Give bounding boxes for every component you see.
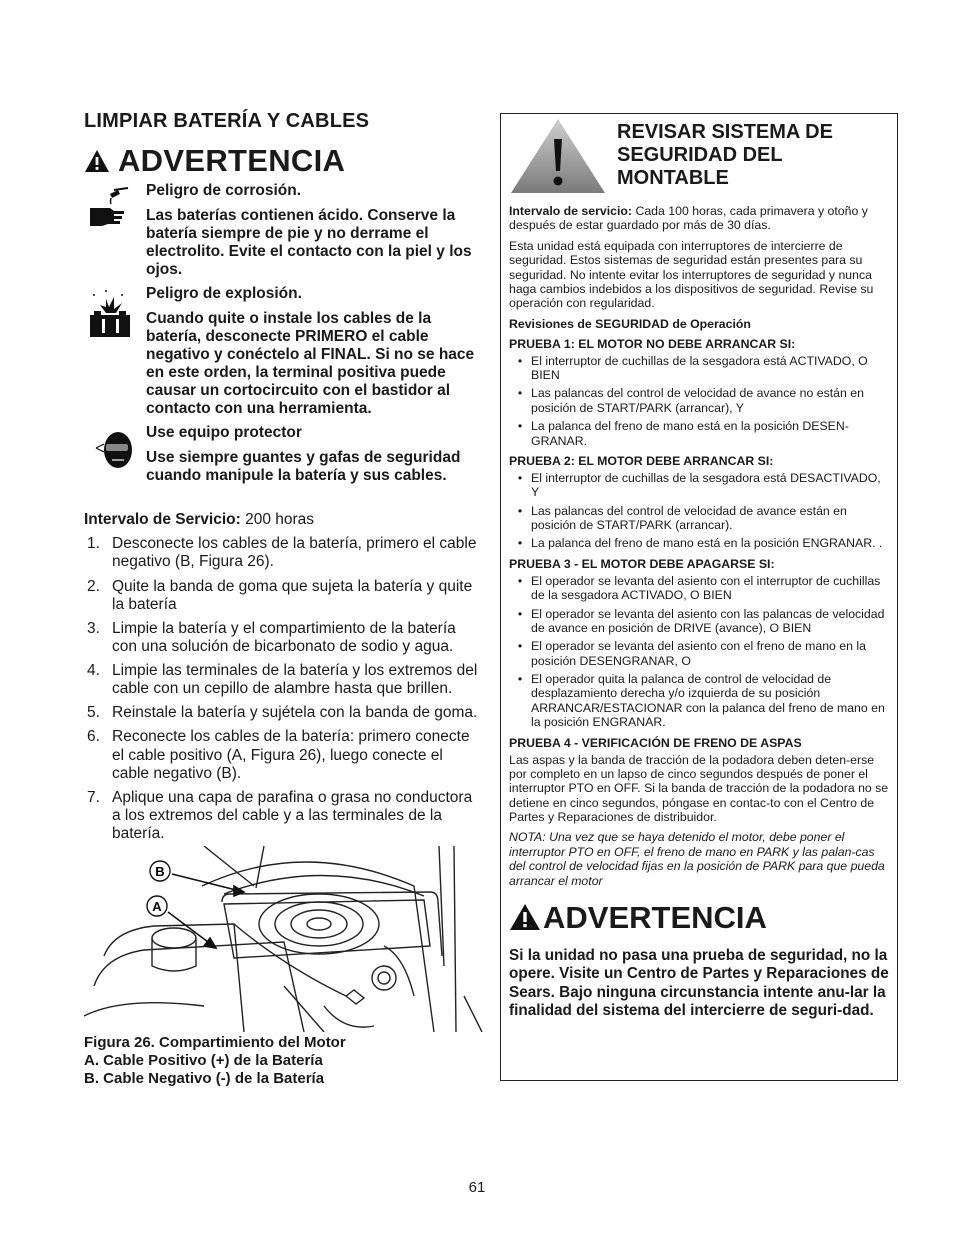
engine-compartment-figure xyxy=(84,846,484,1132)
service-interval-text: Intervalo de servicio: Cada 100 horas, cada primavera y otoño y después de estar guardado por más de 30 días. xyxy=(509,204,868,233)
service-interval xyxy=(84,511,484,529)
safety-system-box xyxy=(500,113,898,1081)
list-item: • La palanca del freno de mano está en la posición ENGRANAR. . xyxy=(517,536,883,551)
callout-b-label: B xyxy=(155,864,165,879)
caption-b: B. Cable Negativo (-) de la Batería xyxy=(84,1070,325,1087)
warning-label: ADVERTENCIA xyxy=(118,143,346,178)
hazard-title: Peligro de corrosión. xyxy=(146,182,302,199)
list-item: 7. Aplique una capa de parafina o grasa no conductora a los extremos del cable y a las terminales de la batería. xyxy=(87,788,473,843)
warning-header xyxy=(84,145,484,176)
list-item: 5. Reinstale la batería y sujétela con la banda de goma. xyxy=(87,704,478,722)
warning-triangle-icon xyxy=(509,117,607,195)
steps-list xyxy=(84,535,484,843)
hazard-protective xyxy=(84,424,484,485)
list-item: • Las palancas del control de velocidad de avance no están en posición de START/PARK (arrancar), Y xyxy=(517,386,864,415)
list-item: • El interruptor de cuchillas de la sesgadora está ACTIVADO, O BIEN xyxy=(517,353,868,382)
list-item: • El operador se levanta del asiento con el interruptor de cuchillas de la sesgadora ACTIVADO, O BIEN xyxy=(517,573,881,603)
intro-text: Esta unidad está equipada con interruptores de intercierre de seguridad. Estos sistemas de seguridad están presentes para su seguridad. No intente evitar los interruptores de seguridad y nunca haga cambios indebidos a los dispositivos de seguridad. Revise su operación con regularidad. xyxy=(509,238,874,311)
list-item: • Las palancas del control de velocidad de avance están en posición de START/PARK (arrancar). xyxy=(517,503,847,532)
warning-triangle-icon xyxy=(84,149,110,173)
list-item: 6. Reconecte los cables de la batería: primero conecte el cable positivo (A, Figura 26), luego conecte el cable negativo (B). xyxy=(87,728,470,782)
interval-label: Intervalo de Servicio: xyxy=(84,511,241,529)
hazard-title: Use equipo protector xyxy=(146,424,302,442)
checks-heading: Revisiones de SEGURIDAD de Operación xyxy=(509,316,751,331)
list-item: 1. Desconecte los cables de la batería, primero el cable negativo (B, Figura 26). xyxy=(87,535,477,571)
page-number: 61 xyxy=(468,1179,486,1196)
box-title: REVISAR SISTEMA DE SEGURIDAD DEL MONTABLE xyxy=(617,121,833,189)
figure-caption xyxy=(84,1034,484,1088)
test2-heading: PRUEBA 2: EL MOTOR DEBE ARRANCAR SI: xyxy=(509,453,774,468)
note-text: NOTA: Una vez que se haya detenido el motor, debe poner el interruptor PTO en OFF, el freno de mano en PARK y las palan-cas del control de velocidad fijas en la posición de PARK para que pueda arrancar el motor xyxy=(509,830,885,888)
caption-a: A. Cable Positivo (+) de la Batería xyxy=(84,1052,323,1069)
warning-header xyxy=(509,899,890,935)
warning-triangle-icon xyxy=(509,903,541,931)
test2-list xyxy=(509,471,890,551)
test4-heading: PRUEBA 4 - VERIFICACIÓN DE FRENO DE ASPAS xyxy=(509,735,802,750)
test1-list xyxy=(509,354,890,448)
hazard-text: Cuando quite o instale los cables de la batería, desconecte PRIMERO el cable negativo y conéctelo al FINAL. Si no se hace en este orden, la terminal positiva puede causar un cortocircuito con el bastidor al contacto con una herramienta. xyxy=(146,309,475,418)
list-item: • El operador se levanta del asiento con el freno de mano en la posición DESENGRANAR, O xyxy=(517,639,866,668)
section-title: LIMPIAR BATERÍA Y CABLES xyxy=(84,110,370,132)
test4-text: Las aspas y la banda de tracción de la podadora deben deten-erse por completo en un lapso de cinco segundos después de poner el interruptor PTO en OFF. Si la banda de tracción de la podadora no se detiene en cinco segundos, póngase en contac-to con el Centro de Partes y Reparaciones de distribuidor. xyxy=(509,752,889,824)
test3-list xyxy=(509,574,890,730)
corrosion-icon xyxy=(84,186,136,226)
list-item: • La palanca del freno de mano está en la posición DESEN-GRANAR. xyxy=(517,419,849,448)
warning-label: ADVERTENCIA xyxy=(543,899,767,935)
left-column xyxy=(84,110,484,849)
callout-a-label: A xyxy=(152,899,162,914)
interval-value: 200 horas xyxy=(245,511,315,529)
list-item: 2. Quite la banda de goma que sujeta la batería y quite la batería xyxy=(87,577,473,613)
explosion-icon xyxy=(84,289,136,341)
protective-gear-icon xyxy=(84,428,136,474)
list-item: 4. Limpie las terminales de la batería y los extremos del cable con un cepillo de alambre hasta que brillen. xyxy=(87,662,478,698)
hazard-corrosion xyxy=(84,182,484,279)
list-item: • El operador quita la palanca de control de velocidad de desplazamiento derecha y/o izquierda de su posición ARRANCAR/ESTACIONAR con la palanca del freno de mano en la posición ENGRANAR. xyxy=(517,672,885,730)
test3-heading: PRUEBA 3 - EL MOTOR DEBE APAGARSE SI: xyxy=(509,556,775,571)
hazard-title: Peligro de explosión. xyxy=(146,285,302,303)
list-item: 3. Limpie la batería y el compartimiento de la batería con una solución de bicarbonato de sodio y agua. xyxy=(87,619,456,655)
list-item: • El interruptor de cuchillas de la sesgadora está DESACTIVADO, Y xyxy=(517,470,881,500)
box-header xyxy=(509,117,890,195)
test1-heading: PRUEBA 1: EL MOTOR NO DEBE ARRANCAR SI: xyxy=(509,336,796,351)
warning-text: Si la unidad no pasa una prueba de seguridad, no la opere. Visite un Centro de Partes y Reparaciones de Sears. Bajo ninguna circunstancia intente anu-lar la finalidad del sistema del intercierre de seguri-dad. xyxy=(509,946,889,1019)
hazard-text: Use siempre guantes y gafas de seguridad cuando manipule la batería y sus cables. xyxy=(146,449,461,485)
list-item: • El operador se levanta del asiento con las palancas de velocidad de avance en posición de DRIVE (avance), O BIEN xyxy=(517,606,885,635)
engine-illustration xyxy=(84,846,484,1032)
hazard-explosion xyxy=(84,285,484,418)
hazard-text: Las baterías contienen ácido. Conserve la batería siempre de pie y no derrame el electrolito. Evite el contacto con la piel y los ojos. xyxy=(146,206,472,278)
caption-title: Figura 26. Compartimiento del Motor xyxy=(84,1034,346,1051)
